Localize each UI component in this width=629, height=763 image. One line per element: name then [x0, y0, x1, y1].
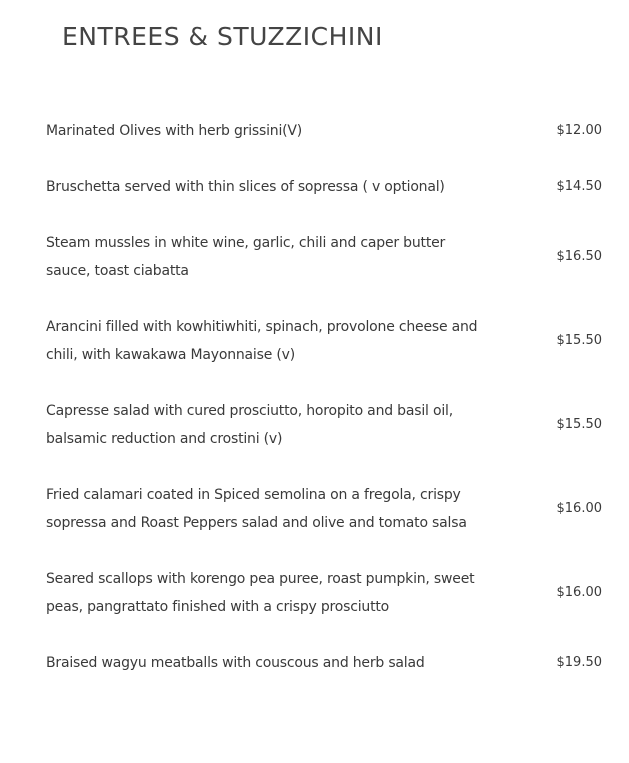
- menu-item-price: $16.00: [556, 501, 602, 516]
- spacer: [46, 201, 602, 229]
- menu-item-description: Capresse salad with cured prosciutto, horopito and basil oil, balsamic reduction and crostini (v): [46, 403, 453, 447]
- spacer: [46, 285, 602, 313]
- menu-item: [46, 565, 602, 621]
- menu-item-price: $19.50: [556, 655, 602, 670]
- menu-item-price: $16.50: [556, 249, 602, 264]
- menu-item: [46, 313, 602, 369]
- menu-item-description: Arancini filled with kowhitiwhiti, spinach, provolone cheese and chili, with kawakawa Mayonnaise (v): [46, 319, 478, 363]
- menu-item-price: $12.00: [556, 123, 602, 138]
- spacer: [46, 537, 602, 565]
- menu-item-price: $14.50: [556, 179, 602, 194]
- menu-item-price: $16.00: [556, 585, 602, 600]
- menu-item-description: Marinated Olives with herb grissini(V): [46, 123, 303, 139]
- section-title: ENTREES & STUZZICHINI: [62, 22, 383, 51]
- spacer: [46, 145, 602, 173]
- menu-item-description: Seared scallops with korengo pea puree, roast pumpkin, sweet peas, pangrattato finished with a crispy prosciutto: [46, 571, 475, 615]
- menu-item-price: $15.50: [556, 333, 602, 348]
- menu-item: [46, 649, 602, 677]
- menu-item-price: $15.50: [556, 417, 602, 432]
- menu-item: [46, 117, 602, 145]
- menu-item: [46, 481, 602, 537]
- menu-item-description: Fried calamari coated in Spiced semolina on a fregola, crispy sopressa and Roast Peppers salad and olive and tomato salsa: [46, 487, 467, 531]
- spacer: [46, 621, 602, 649]
- menu-item-description: Steam mussles in white wine, garlic, chili and caper butter sauce, toast ciabatta: [46, 235, 446, 279]
- spacer: [46, 369, 602, 397]
- menu-item: [46, 397, 602, 453]
- menu-item-description: Braised wagyu meatballs with couscous and herb salad: [46, 655, 425, 671]
- menu-item: [46, 229, 602, 285]
- menu-item: [46, 173, 602, 201]
- spacer: [46, 453, 602, 481]
- menu-list: [46, 117, 602, 677]
- menu-item-description: Bruschetta served with thin slices of sopressa ( v optional): [46, 179, 445, 195]
